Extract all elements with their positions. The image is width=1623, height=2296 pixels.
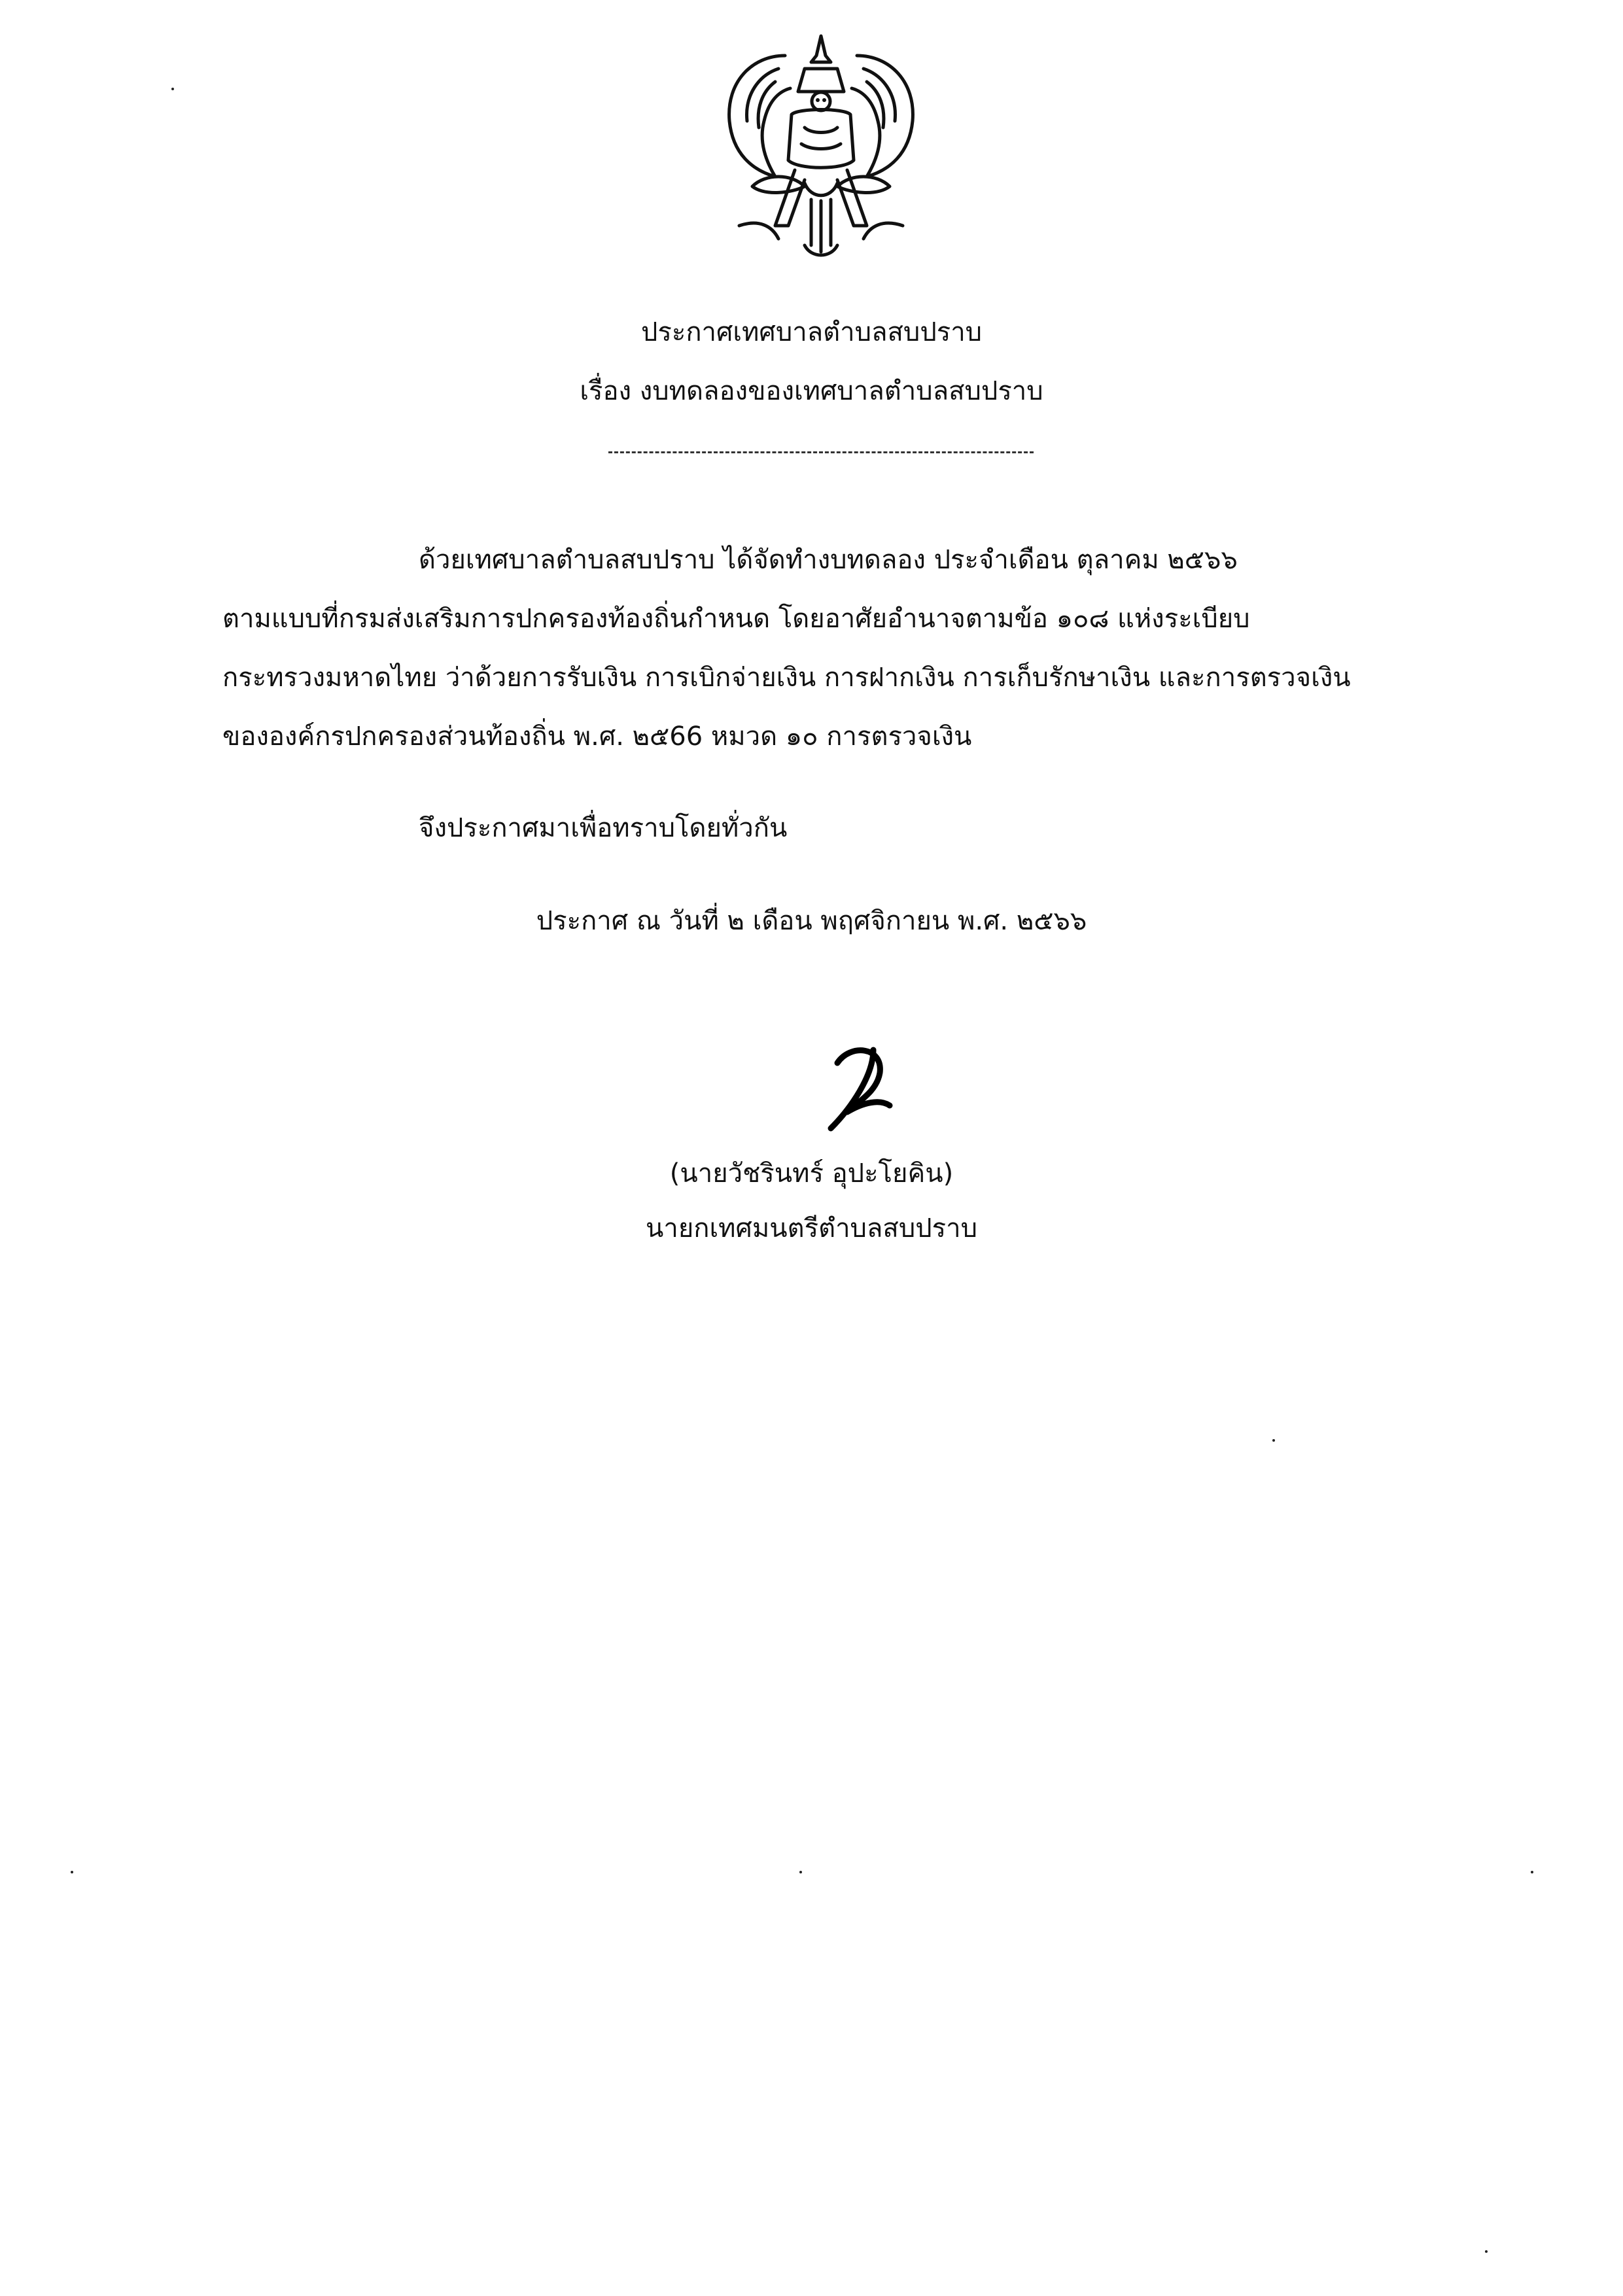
scan-speck <box>799 1871 802 1873</box>
signer-name: (นายวัชรินทร์ อุปะโยคิน) <box>669 1158 954 1189</box>
garuda-emblem-icon <box>713 29 929 275</box>
announcement-date: ประกาศ ณ วันที่ ๒ เดือน พฤศจิกายน พ.ศ. ๒๕๖๖ <box>536 906 1087 936</box>
divider-line <box>608 451 1034 453</box>
scan-speck <box>71 1871 73 1873</box>
signer-position: นายกเทศมนตรีตำบลสบปราบ <box>646 1213 977 1244</box>
scan-speck <box>1531 1871 1533 1873</box>
body-line-4: ขององค์กรปกครองส่วนท้องถิ่น พ.ศ. ๒๕66 หมวด ๑๐ การตรวจเงิน <box>222 722 972 752</box>
scan-speck <box>1272 1439 1275 1442</box>
body-line-2: ตามแบบที่กรมส่งเสริมการปกครองท้องถิ่นกำหนด โดยอาศัยอำนาจตามข้อ ๑๐๘ แห่งระเบียบ <box>222 604 1250 634</box>
announcement-title: ประกาศเทศบาลตำบลสบปราบ <box>640 317 983 347</box>
body-line-1: ด้วยเทศบาลตำบลสบปราบ ได้จัดทำงบทดลอง ประจำเดือน ตุลาคม ๒๕๖๖ <box>419 545 1238 575</box>
signature-icon <box>811 1037 909 1135</box>
scan-speck <box>1485 2250 1488 2253</box>
body-line-3: กระทรวงมหาดไทย ว่าด้วยการรับเงิน การเบิกจ่ายเงิน การฝากเงิน การเก็บรักษาเงิน และการตรวจเงิน <box>222 663 1351 693</box>
closing-statement: จึงประกาศมาเพื่อทราบโดยทั่วกัน <box>419 813 788 843</box>
announcement-subject: เรื่อง งบทดลองของเทศบาลตำบลสบปราบ <box>580 376 1043 406</box>
scan-speck <box>171 88 174 90</box>
